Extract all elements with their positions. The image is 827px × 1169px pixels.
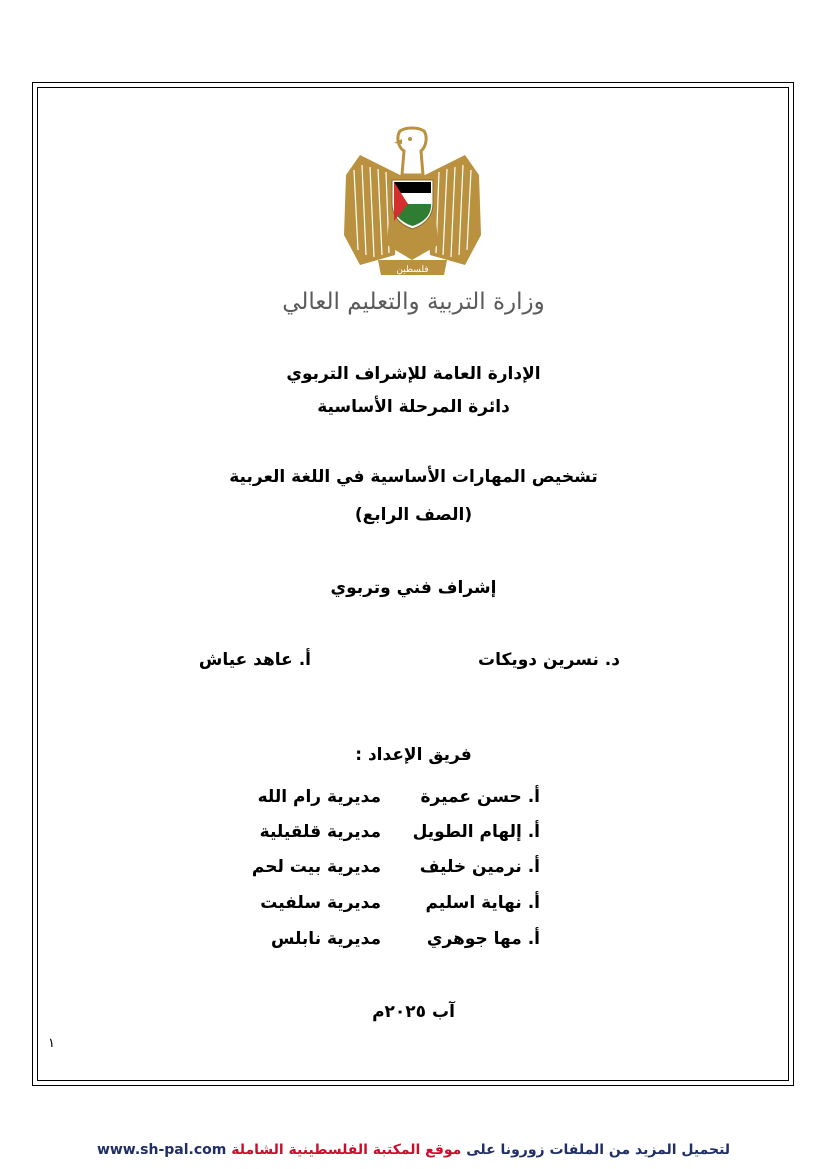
supervision-heading: إشراف فني وتربوي — [330, 578, 497, 598]
team-member-directorate: مديرية قلقيلية — [259, 822, 381, 842]
footer-prefix: لتحميل المزيد من الملفات زورونا على — [466, 1142, 731, 1158]
document-title: تشخيص المهارات الأساسية في اللغة العربية — [229, 467, 598, 487]
team-member-row — [0, 822, 827, 848]
palestine-eagle-emblem — [340, 125, 485, 285]
team-member-row — [0, 787, 827, 813]
team-member-name: أ. مها جوهري — [426, 929, 540, 949]
supervisor-1: د. نسرين دويكات — [478, 650, 620, 670]
team-member-name: أ. نرمين خليف — [419, 857, 540, 877]
team-member-name: أ. نهاية اسليم — [425, 893, 540, 913]
grade-label: (الصف الرابع) — [354, 505, 473, 525]
team-member-directorate: مديرية رام الله — [257, 787, 381, 807]
team-member-directorate: مديرية نابلس — [270, 929, 381, 949]
document-date: آب ٢٠٢٥م — [372, 1002, 455, 1022]
team-member-row — [0, 929, 827, 955]
team-member-name: أ. إلهام الطويل — [412, 822, 540, 842]
team-heading: فريق الإعداد : — [355, 745, 472, 765]
page-number: ١ — [48, 1036, 55, 1051]
emblem-label: فلسطين — [396, 265, 429, 275]
supervisor-2: أ. عاهد عياش — [198, 650, 311, 670]
footer-url-link[interactable]: www.sh-pal.com — [96, 1142, 227, 1158]
team-member-row — [0, 893, 827, 919]
team-member-row — [0, 857, 827, 883]
team-member-directorate: مديرية بيت لحم — [251, 857, 381, 877]
footer-site-name[interactable]: موقع المكتبة الفلسطينية الشاملة — [231, 1142, 462, 1158]
team-member-name: أ. حسن عميرة — [420, 787, 540, 807]
footer-banner — [0, 1142, 827, 1158]
ministry-name: وزارة التربية والتعليم العالي — [282, 289, 545, 315]
general-directorate: الإدارة العامة للإشراف التربوي — [286, 364, 541, 384]
department-name: دائرة المرحلة الأساسية — [317, 397, 510, 417]
team-member-directorate: مديرية سلفيت — [260, 893, 381, 913]
